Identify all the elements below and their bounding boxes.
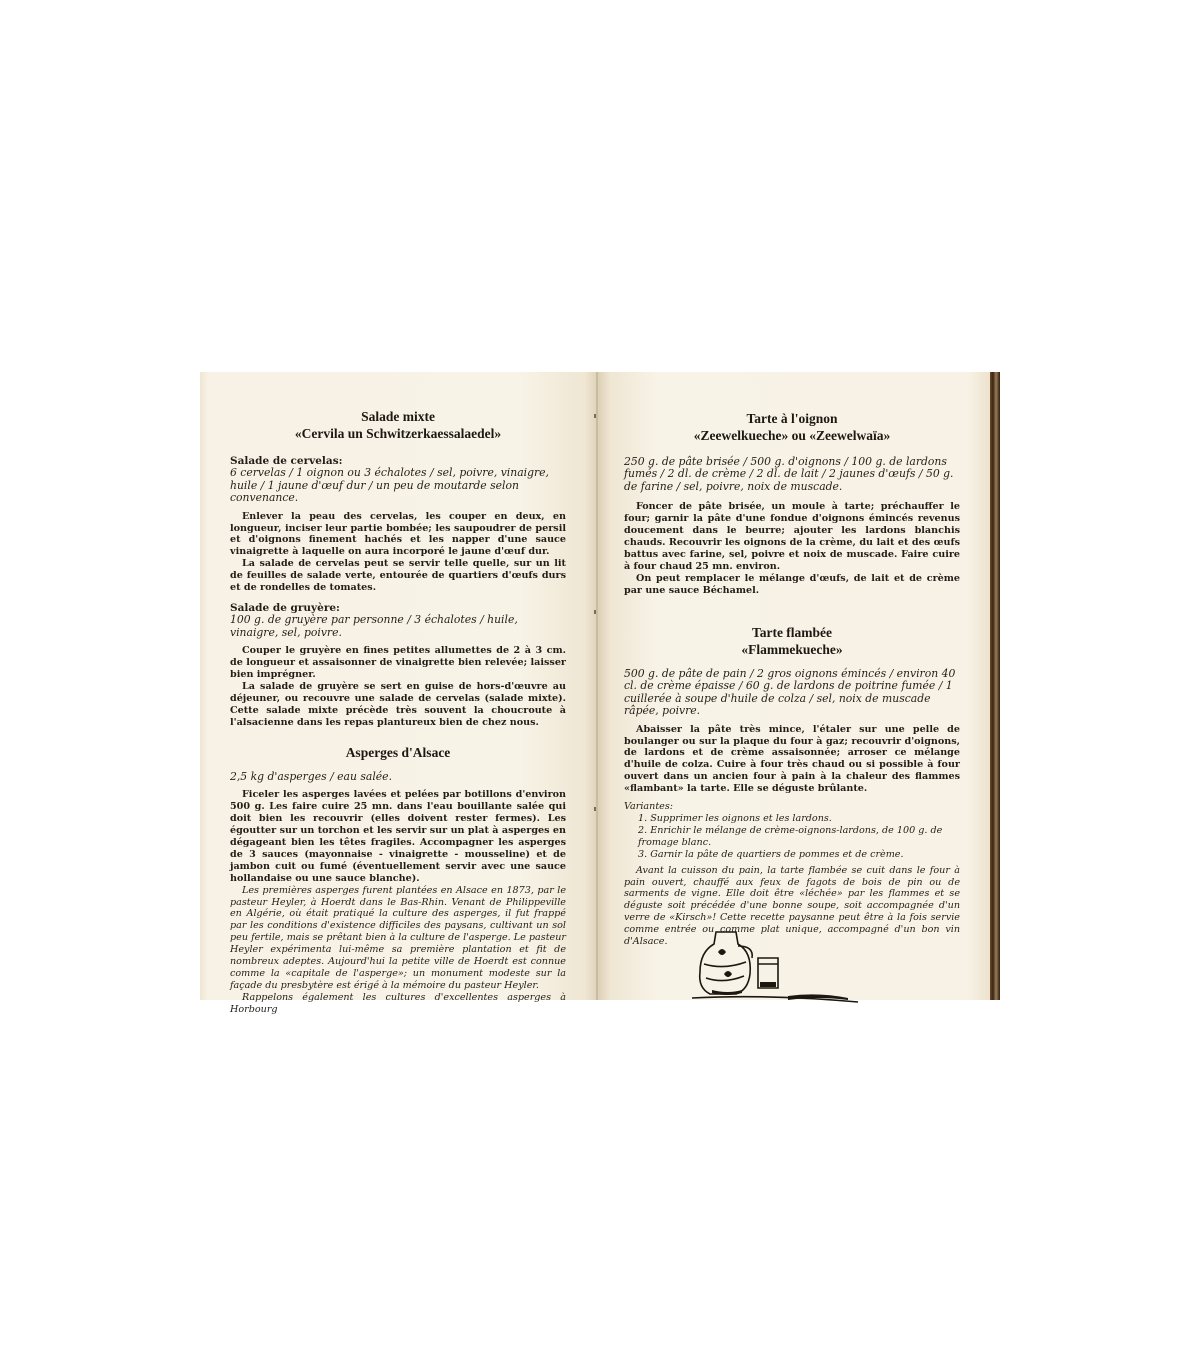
binding-thread-mark: [594, 807, 596, 811]
book-spine: [990, 372, 1000, 1000]
asperges-history-paragraph: Les premières asperges furent plantées en Alsace en 1873, par le pasteur Heyler, à Hoerdt dans le Bas-Rhin. Venant de Philippeville en Algérie, où était pratiqué la culture des asperges, il fut frappé par les conditions d'existence difficiles des paysans, cultivant un sol peu fertile, mais se prêtant bien à la culture de l'asperge. Le pasteur Heyler expérimenta lui-même sa première plantation et fit de nombreux adeptes. Aujourd'hui la petite ville de Hoerdt est connue comme la «capitale de l'asperge»; un monument modeste sur la façade du presbytère est érigé à la mémoire du pasteur Heyler.: [230, 884, 566, 991]
tarte-oignon-title: Tarte à l'oignon: [746, 411, 838, 426]
binding-thread-mark: [594, 414, 596, 418]
cervelas-paragraph-1: Enlever la peau des cervelas, les couper en deux, en longueur, inciser leur partie bombée; les saupoudrer de persil et d'oignons finement hachés et les napper d'une sauce vinaigrette à laquelle on aura incorporé le jaune d'œuf dur.: [230, 510, 566, 558]
asperges-title: Asperges d'Alsace: [345, 745, 451, 760]
asperges-recipe: [230, 744, 566, 1016]
gruyere-ingredients: 100 g. de gruyère par personne / 3 échalotes / huile, vinaigre, sel, poivre.: [230, 613, 518, 639]
variante-3: 3. Garnir la pâte de quartiers de pommes et de crème.: [638, 848, 904, 860]
cervelas-heading: Salade de cervelas:: [230, 455, 343, 467]
tarte-oignon-ingredients: 250 g. de pâte brisée / 500 g. d'oignons / 100 g. de lardons fumés / 2 dl. de crème / 2 dl. de lait / 2 jaunes d'œufs / 50 g. de farine / sel, poivre, noix de muscade.: [624, 455, 954, 493]
jug-and-cup-illustration: [688, 924, 863, 1004]
open-book: [200, 372, 1000, 1015]
salade-mixte-title: Salade mixte: [361, 409, 435, 424]
salade-mixte-recipe: [230, 408, 566, 729]
cervelas-paragraph-2: La salade de cervelas peut se servir telle quelle, sur un lit de feuilles de salade verte, entourée de quartiers d'œufs durs et de rondelles de tomates.: [230, 558, 566, 594]
tarte-flambee-subtitle: «Flammekueche»: [741, 642, 843, 657]
tarte-flambee-ingredients: 500 g. de pâte de pain / 2 gros oignons émincés / environ 40 cl. de crème épaisse / 60 g. de lardons de poitrine fumée / 1 cuillerée à soupe d'huile de colza / sel, noix de muscade râpée, poivre.: [624, 667, 956, 718]
variante-1: 1. Supprimer les oignons et les lardons.: [638, 812, 832, 824]
cervelas-ingredients: 6 cervelas / 1 oignon ou 3 échalotes / sel, poivre, vinaigre, huile / 1 jaune d'œuf dur / un peu de moutarde selon convenance.: [230, 466, 549, 505]
tarte-flambee-title: Tarte flambée: [751, 625, 833, 640]
asperges-paragraph-1: Ficeler les asperges lavées et pelées par botillons d'environ 500 g. Les faire cuire 25 mn. dans l'eau bouillante salée qui doit bien les recouvrir (elles doivent rester fermes). Les égoutter sur un torchon et les servir sur un plat à asperges en dégageant bien les têtes fragiles. Accompagner les asperges de 3 sauces (mayonnaise - vinaigrette - mousseline) et de jambon cuit ou fumé (éventuellement servir avec une sauce hollandaise ou une sauce blanche).: [230, 789, 566, 884]
variantes-heading: Variantes:: [624, 801, 674, 813]
salade-mixte-subtitle: «Cervila un Schwitzerkaessalaedel»: [294, 426, 502, 441]
gruyere-paragraph-2: La salade de gruyère se sert en guise de hors-d'œuvre au déjeuner, ou recouvre une salade de cervelas (salade mixte). Cette salade mixte précède très souvent la choucroute à l'alsacienne dans les repas plantureux bien de chez nous.: [230, 680, 566, 728]
variante-2: 2. Enrichir le mélange de crème-oignons-lardons, de 100 g. de fromage blanc.: [638, 824, 943, 848]
gruyere-heading: Salade de gruyère:: [230, 601, 340, 614]
asperges-closing-paragraph: Rappelons également les cultures d'excellentes asperges à Horbourg: [230, 991, 566, 1015]
tarte-oignon-recipe: [624, 410, 960, 596]
tarte-flambee-paragraph-2: Avant la cuisson du pain, la tarte flambée se cuit dans le four à pain ouvert, chauffé aux feux de fagots de bois de pin ou de sarments de vigne. Elle doit être «léchée» par les flammes et se déguste soit précédée d'une bonne soupe, soit accompagnée d'un verre de «Kirsch»! Cette recette paysanne peut être à la fois servie comme entrée ou comme plat unique, accompagné d'un bon vin d'Alsace.: [624, 864, 960, 948]
right-page: [598, 372, 990, 1000]
tarte-flambee-paragraph-1: Abaisser la pâte très mince, l'étaler sur une pelle de boulanger ou sur la plaque du four à gaz; recouvrir d'oignons, de lardons et de crème assaisonnée; arroser ce mélange d'huile de colza. Cuire à four très chaud ou si possible à four ouvert dans un ancien four à pain à la chaleur des flammes «flambant» la tarte. Elle se déguste brûlante.: [624, 723, 960, 795]
binding-thread-mark: [594, 610, 596, 614]
tarte-flambee-recipe: [624, 624, 960, 948]
gruyere-paragraph-1: Couper le gruyère en fines petites allumettes de 2 à 3 cm. de longueur et assaisonner de vinaigrette bien relevée; laisser bien imprégner.: [230, 645, 566, 680]
left-page: [200, 372, 598, 1015]
tarte-oignon-paragraph-1: Foncer de pâte brisée, un moule à tarte; préchauffer le four; garnir la pâte d'une fondue d'oignons émincés revenus doucement dans le beurre; ajouter les lardons blanchis chauds. Recouvrir les oignons de la crème, du lait et des œufs battus avec farine, sel, poivre et noix de muscade. Faire cuire à four chaud 25 mn. environ.: [624, 501, 960, 572]
tarte-oignon-paragraph-2: On peut remplacer le mélange d'œufs, de lait et de crème par une sauce Béchamel.: [624, 572, 960, 596]
asperges-ingredients: 2,5 kg d'asperges / eau salée.: [230, 770, 393, 783]
tarte-oignon-subtitle: «Zeewelkueche» ou «Zeewelwaïa»: [693, 428, 891, 443]
